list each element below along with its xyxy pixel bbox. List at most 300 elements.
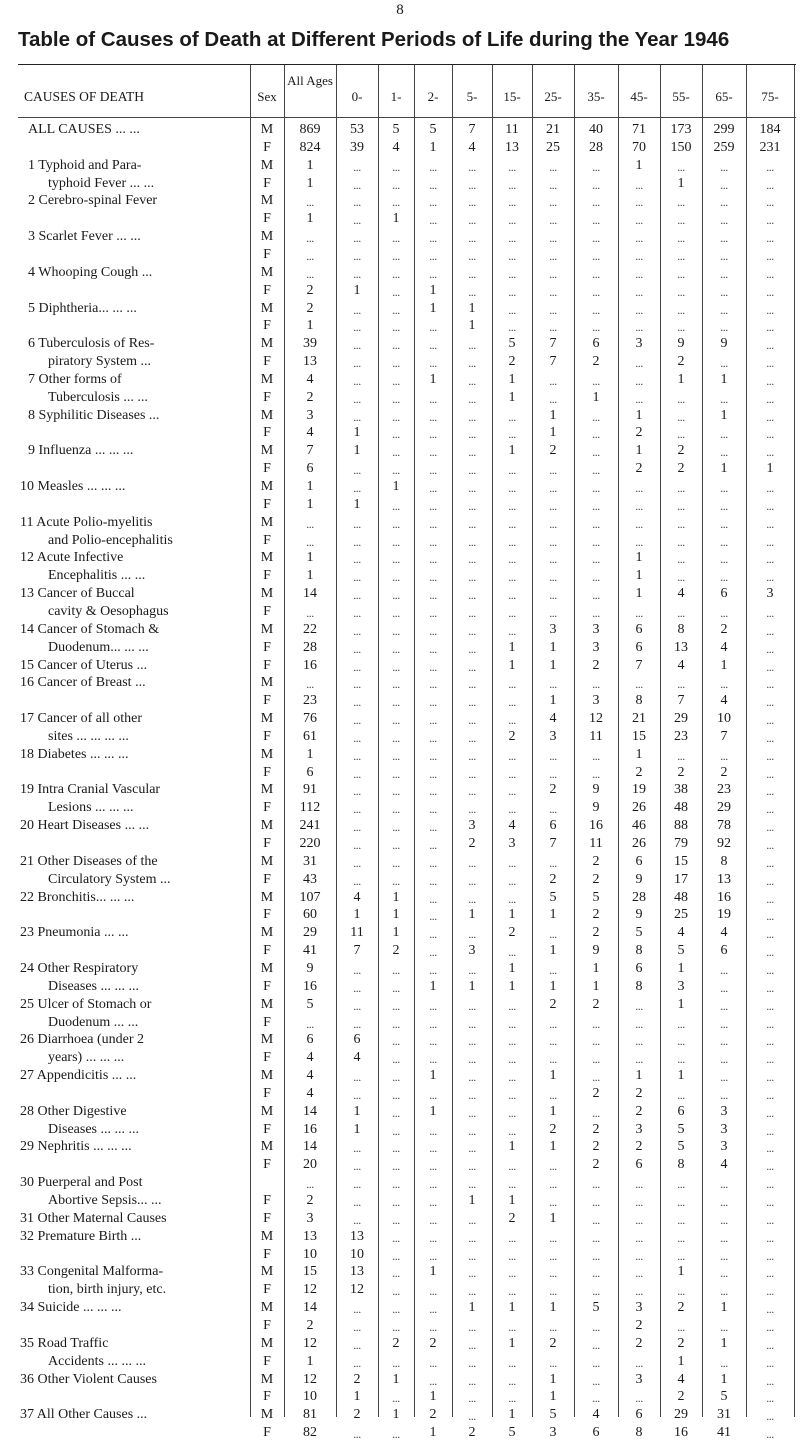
- empty-cell: ...: [592, 570, 600, 585]
- empty-cell: ...: [677, 1230, 685, 1245]
- count-cell: 1: [508, 978, 516, 994]
- count-cell: 13: [303, 1228, 317, 1244]
- count-cell: 8: [635, 978, 643, 994]
- empty-cell: ...: [635, 498, 643, 513]
- count-cell: 1: [306, 318, 314, 334]
- empty-cell: ...: [677, 1052, 685, 1067]
- count-cell: 2: [392, 1335, 400, 1351]
- count-cell: 2: [549, 443, 557, 459]
- empty-cell: ...: [766, 373, 774, 388]
- empty-cell: ...: [592, 248, 600, 263]
- empty-cell: ...: [429, 177, 437, 192]
- empty-cell: ...: [429, 891, 437, 906]
- empty-cell: ...: [392, 838, 400, 852]
- empty-cell: ...: [549, 1230, 557, 1245]
- empty-cell: ...: [468, 962, 476, 977]
- empty-cell: ...: [720, 481, 728, 495]
- empty-cell: ...: [766, 927, 774, 942]
- empty-cell: ...: [353, 1337, 361, 1352]
- count-cell: 2: [592, 907, 600, 923]
- empty-cell: ...: [392, 1087, 400, 1102]
- cause-label: Lesions ... ... ...: [48, 800, 134, 816]
- empty-cell: ...: [353, 1355, 361, 1370]
- empty-cell: ...: [392, 695, 400, 710]
- count-cell: 2: [677, 1389, 685, 1405]
- count-cell: 6: [635, 1157, 643, 1173]
- column-header: 0-: [351, 89, 363, 104]
- empty-cell: ...: [766, 641, 774, 656]
- empty-cell: ...: [392, 320, 400, 335]
- count-cell: 1: [549, 1389, 557, 1405]
- empty-cell: ...: [508, 320, 516, 335]
- count-cell: 3: [635, 1371, 643, 1387]
- empty-cell: ...: [429, 962, 437, 977]
- sex-cell: F: [263, 1050, 271, 1066]
- empty-cell: ...: [508, 1159, 516, 1174]
- empty-cell: ...: [508, 409, 516, 424]
- count-cell: 41: [717, 1425, 731, 1441]
- empty-cell: ...: [508, 195, 516, 210]
- empty-cell: ...: [635, 1177, 643, 1192]
- sex-cell: M: [260, 711, 274, 727]
- empty-cell: ...: [635, 1212, 643, 1227]
- count-cell: 21: [632, 711, 646, 727]
- count-cell: 7: [635, 657, 643, 673]
- count-cell: 5: [429, 122, 437, 137]
- sex-cell: M: [260, 996, 274, 1012]
- empty-cell: ...: [306, 266, 314, 281]
- empty-cell: ...: [468, 1266, 476, 1281]
- count-cell: 1: [508, 1407, 516, 1423]
- empty-cell: ...: [392, 1319, 400, 1334]
- count-cell: 1: [635, 568, 643, 584]
- empty-cell: ...: [468, 1409, 476, 1424]
- empty-cell: ...: [549, 213, 557, 228]
- empty-cell: ...: [592, 195, 600, 210]
- empty-cell: ...: [766, 1373, 774, 1388]
- empty-cell: ...: [549, 231, 557, 246]
- empty-cell: ...: [592, 498, 600, 513]
- empty-cell: ...: [549, 266, 557, 281]
- empty-cell: ...: [720, 498, 728, 513]
- empty-cell: ...: [720, 320, 728, 335]
- empty-cell: ...: [635, 266, 643, 281]
- count-cell: 1: [429, 978, 437, 994]
- count-cell: 91: [303, 782, 317, 798]
- count-cell: 5: [549, 1407, 557, 1423]
- empty-cell: ...: [429, 748, 437, 763]
- empty-cell: ...: [468, 1016, 476, 1031]
- count-cell: 12: [303, 1371, 317, 1387]
- empty-cell: ...: [468, 159, 476, 174]
- column-header: 5-: [466, 89, 478, 104]
- sex-cell: M: [260, 371, 274, 387]
- empty-cell: ...: [429, 855, 437, 870]
- empty-cell: ...: [677, 231, 685, 246]
- empty-cell: ...: [468, 1052, 476, 1067]
- cause-label: 22 Bronchitis... ... ...: [20, 889, 135, 905]
- sex-cell: M: [260, 586, 274, 602]
- cause-label: ALL CAUSES ... ...: [28, 122, 140, 137]
- count-cell: 5: [508, 1425, 516, 1441]
- empty-cell: ...: [766, 284, 774, 299]
- empty-cell: ...: [720, 213, 728, 228]
- empty-cell: ...: [353, 838, 361, 852]
- empty-cell: ...: [392, 855, 400, 870]
- sex-cell: F: [263, 1389, 271, 1405]
- empty-cell: ...: [429, 391, 437, 406]
- count-cell: 1: [392, 925, 400, 941]
- empty-cell: ...: [468, 391, 476, 406]
- count-cell: 26: [632, 836, 646, 851]
- empty-cell: ...: [677, 1177, 685, 1192]
- count-cell: 6: [592, 1425, 600, 1441]
- count-cell: 1: [508, 1300, 516, 1316]
- empty-cell: ...: [429, 1248, 437, 1263]
- empty-cell: ...: [508, 463, 516, 478]
- empty-cell: ...: [677, 481, 685, 495]
- cause-label: 9 Influenza ... ... ...: [28, 443, 134, 459]
- empty-cell: ...: [677, 320, 685, 335]
- count-cell: 1: [677, 1068, 685, 1084]
- sex-cell: M: [260, 1032, 274, 1048]
- empty-cell: ...: [549, 766, 557, 781]
- empty-cell: ...: [549, 855, 557, 870]
- count-cell: 10: [350, 1246, 364, 1262]
- empty-cell: ...: [720, 605, 728, 620]
- empty-cell: ...: [592, 516, 600, 531]
- empty-cell: ...: [677, 391, 685, 406]
- empty-cell: ...: [766, 695, 774, 710]
- count-cell: 14: [303, 1103, 317, 1119]
- empty-cell: ...: [392, 1302, 400, 1317]
- empty-cell: ...: [549, 748, 557, 763]
- count-cell: 3: [306, 1210, 314, 1226]
- count-cell: 1: [468, 1193, 476, 1208]
- count-cell: 3: [635, 1300, 643, 1316]
- empty-cell: ...: [508, 677, 516, 692]
- empty-cell: ...: [766, 1070, 774, 1085]
- count-cell: 7: [353, 943, 361, 959]
- empty-cell: ...: [549, 481, 557, 495]
- empty-cell: ...: [508, 1070, 516, 1085]
- count-cell: 16: [717, 889, 731, 905]
- cause-label: 13 Cancer of Buccal: [20, 586, 135, 602]
- count-cell: 2: [592, 853, 600, 869]
- count-cell: 5: [677, 1139, 685, 1155]
- empty-cell: ...: [508, 1391, 516, 1406]
- empty-cell: ...: [592, 1337, 600, 1352]
- sex-cell: M: [260, 122, 274, 137]
- empty-cell: ...: [429, 1373, 437, 1388]
- empty-cell: ...: [766, 1052, 774, 1067]
- count-cell: 3: [468, 818, 476, 834]
- empty-cell: ...: [468, 873, 476, 888]
- sex-cell: M: [260, 193, 274, 209]
- empty-cell: ...: [353, 1302, 361, 1317]
- empty-cell: ...: [468, 177, 476, 192]
- empty-cell: ...: [353, 338, 361, 353]
- empty-cell: ...: [468, 1177, 476, 1192]
- empty-cell: ...: [429, 1123, 437, 1138]
- empty-cell: ...: [766, 1284, 774, 1299]
- count-cell: 1: [353, 907, 361, 923]
- empty-cell: ...: [353, 855, 361, 870]
- count-cell: 92: [717, 836, 731, 851]
- count-cell: 3: [549, 621, 557, 637]
- empty-cell: ...: [429, 659, 437, 674]
- count-cell: 9: [592, 943, 600, 959]
- empty-cell: ...: [766, 802, 774, 817]
- empty-cell: ...: [392, 605, 400, 620]
- sex-cell: M: [260, 479, 274, 494]
- empty-cell: ...: [353, 1141, 361, 1156]
- count-cell: 14: [303, 1300, 317, 1316]
- count-cell: 1: [306, 550, 314, 566]
- empty-cell: ...: [549, 284, 557, 299]
- count-cell: 2: [677, 461, 685, 477]
- empty-cell: ...: [353, 1427, 361, 1441]
- count-cell: 79: [674, 836, 688, 851]
- empty-cell: ...: [429, 552, 437, 567]
- count-cell: 2: [677, 764, 685, 780]
- count-cell: 8: [677, 1157, 685, 1173]
- empty-cell: ...: [677, 1248, 685, 1263]
- count-cell: 4: [468, 139, 476, 155]
- count-cell: 9: [635, 871, 643, 887]
- count-cell: 23: [674, 728, 688, 744]
- cause-label: Tuberculosis ... ...: [48, 389, 148, 405]
- count-cell: 173: [670, 122, 692, 137]
- empty-cell: ...: [766, 1034, 774, 1049]
- empty-cell: ...: [392, 1052, 400, 1067]
- empty-cell: ...: [429, 1016, 437, 1031]
- count-cell: 11: [589, 836, 603, 851]
- cause-label: 36 Other Violent Causes: [20, 1371, 157, 1387]
- count-cell: 4: [677, 1371, 685, 1387]
- empty-cell: ...: [592, 213, 600, 228]
- empty-cell: ...: [306, 516, 314, 531]
- count-cell: 7: [468, 122, 476, 137]
- count-cell: 3: [766, 586, 774, 602]
- empty-cell: ...: [468, 659, 476, 674]
- empty-cell: ...: [677, 1087, 685, 1102]
- empty-cell: ...: [766, 1123, 774, 1138]
- count-cell: 2: [468, 836, 476, 851]
- count-cell: 1: [306, 746, 314, 762]
- count-cell: 13: [350, 1264, 364, 1280]
- sex-cell: M: [260, 407, 274, 423]
- sex-cell: M: [260, 264, 274, 280]
- count-cell: 6: [720, 943, 728, 959]
- count-cell: 2: [353, 1371, 361, 1387]
- count-cell: 1: [392, 907, 400, 923]
- empty-cell: ...: [766, 195, 774, 210]
- empty-cell: ...: [549, 570, 557, 585]
- empty-cell: ...: [549, 1052, 557, 1067]
- empty-cell: ...: [549, 962, 557, 977]
- empty-cell: ...: [353, 1177, 361, 1192]
- count-cell: 1: [353, 1121, 361, 1137]
- count-cell: 81: [303, 1407, 317, 1423]
- empty-cell: ...: [468, 463, 476, 478]
- count-cell: 39: [350, 139, 364, 155]
- empty-cell: ...: [766, 730, 774, 745]
- sex-cell: F: [263, 1085, 271, 1101]
- empty-cell: ...: [468, 998, 476, 1013]
- empty-cell: ...: [592, 1391, 600, 1406]
- count-cell: 1: [592, 978, 600, 994]
- empty-cell: ...: [392, 1230, 400, 1245]
- empty-cell: ...: [508, 1034, 516, 1049]
- count-cell: 5: [677, 943, 685, 959]
- empty-cell: ...: [720, 962, 728, 977]
- column-header: 45-: [630, 89, 648, 104]
- empty-cell: ...: [508, 784, 516, 799]
- count-cell: 3: [508, 836, 516, 851]
- empty-cell: ...: [468, 641, 476, 656]
- empty-cell: ...: [592, 677, 600, 692]
- empty-cell: ...: [766, 338, 774, 353]
- empty-cell: ...: [353, 320, 361, 335]
- cause-label: 18 Diabetes ... ... ...: [20, 746, 129, 762]
- empty-cell: ...: [353, 1159, 361, 1174]
- count-cell: 1: [508, 389, 516, 405]
- empty-cell: ...: [549, 1195, 557, 1209]
- sex-cell: F: [263, 871, 271, 887]
- cause-label: 33 Congenital Malforma-: [20, 1264, 164, 1280]
- empty-cell: ...: [592, 1355, 600, 1370]
- sex-cell: F: [263, 532, 271, 548]
- empty-cell: ...: [766, 1355, 774, 1370]
- empty-cell: ...: [468, 1230, 476, 1245]
- empty-cell: ...: [429, 338, 437, 353]
- count-cell: 107: [299, 889, 321, 905]
- empty-cell: ...: [429, 1230, 437, 1245]
- empty-cell: ...: [677, 302, 685, 317]
- count-cell: 29: [674, 711, 688, 727]
- count-cell: 1: [429, 1068, 437, 1084]
- empty-cell: ...: [592, 1016, 600, 1031]
- empty-cell: ...: [508, 1248, 516, 1263]
- cause-label: 30 Puerperal and Post: [20, 1175, 143, 1191]
- empty-cell: ...: [392, 552, 400, 567]
- count-cell: 41: [303, 943, 317, 959]
- count-cell: 31: [303, 853, 317, 869]
- count-cell: 824: [299, 139, 321, 155]
- empty-cell: ...: [720, 231, 728, 246]
- empty-cell: ...: [677, 195, 685, 210]
- empty-cell: ...: [429, 873, 437, 888]
- empty-cell: ...: [508, 284, 516, 299]
- empty-cell: ...: [592, 159, 600, 174]
- count-cell: 1: [306, 1353, 314, 1369]
- empty-cell: ...: [306, 248, 314, 263]
- empty-cell: ...: [392, 1248, 400, 1263]
- empty-cell: ...: [353, 802, 361, 817]
- count-cell: 2: [635, 764, 643, 780]
- empty-cell: ...: [353, 766, 361, 781]
- count-cell: 259: [713, 139, 735, 155]
- column-header: 55-: [672, 89, 690, 104]
- count-cell: 4: [353, 1050, 361, 1066]
- count-cell: 1: [635, 407, 643, 423]
- cause-label: Diseases ... ... ...: [48, 978, 139, 994]
- count-cell: 1: [306, 211, 314, 227]
- count-cell: 8: [677, 621, 685, 637]
- sex-cell: M: [260, 1068, 274, 1084]
- count-cell: 1: [468, 318, 476, 334]
- empty-cell: ...: [766, 1302, 774, 1317]
- count-cell: 7: [677, 693, 685, 709]
- empty-cell: ...: [468, 1391, 476, 1406]
- empty-cell: ...: [392, 284, 400, 299]
- empty-cell: ...: [720, 748, 728, 763]
- empty-cell: ...: [306, 534, 314, 549]
- empty-cell: ...: [468, 927, 476, 942]
- empty-cell: ...: [677, 213, 685, 228]
- empty-cell: ...: [766, 498, 774, 513]
- empty-cell: ...: [766, 1337, 774, 1352]
- empty-cell: ...: [720, 1195, 728, 1209]
- count-cell: 1: [508, 443, 516, 459]
- sex-cell: M: [260, 443, 274, 459]
- empty-cell: ...: [392, 1212, 400, 1227]
- count-cell: 4: [306, 1068, 314, 1084]
- empty-cell: ...: [429, 695, 437, 710]
- empty-cell: ...: [429, 1159, 437, 1174]
- cause-label: Duodenum ... ...: [48, 1014, 139, 1030]
- empty-cell: ...: [766, 409, 774, 424]
- empty-cell: ...: [429, 1195, 437, 1209]
- empty-cell: ...: [392, 962, 400, 977]
- count-cell: 9: [677, 336, 685, 352]
- empty-cell: ...: [766, 534, 774, 549]
- empty-cell: ...: [720, 159, 728, 174]
- count-cell: 15: [674, 853, 688, 869]
- empty-cell: ...: [766, 1087, 774, 1102]
- count-cell: 6: [306, 1032, 314, 1048]
- sex-cell: M: [260, 1139, 274, 1155]
- empty-cell: ...: [353, 1070, 361, 1085]
- count-cell: 4: [720, 1157, 728, 1173]
- count-cell: 48: [674, 800, 688, 816]
- count-cell: 1: [677, 1264, 685, 1280]
- empty-cell: ...: [766, 1319, 774, 1334]
- empty-cell: ...: [392, 641, 400, 656]
- empty-cell: ...: [592, 284, 600, 299]
- empty-cell: ...: [468, 891, 476, 906]
- empty-cell: ...: [468, 855, 476, 870]
- empty-cell: ...: [429, 1034, 437, 1049]
- count-cell: 78: [717, 818, 731, 834]
- cause-label: 7 Other forms of: [28, 371, 122, 387]
- empty-cell: ...: [468, 605, 476, 620]
- column-header: 2-: [427, 89, 439, 104]
- count-cell: 9: [592, 782, 600, 798]
- count-cell: 2: [677, 443, 685, 459]
- empty-cell: ...: [766, 1177, 774, 1192]
- sex-cell: F: [263, 907, 271, 923]
- count-cell: 1: [677, 371, 685, 387]
- empty-cell: ...: [429, 159, 437, 174]
- count-cell: 869: [299, 122, 321, 137]
- empty-cell: ...: [766, 570, 774, 585]
- empty-cell: ...: [766, 980, 774, 995]
- cause-label: 19 Intra Cranial Vascular: [20, 782, 161, 798]
- empty-cell: ...: [508, 248, 516, 263]
- sex-cell: F: [263, 603, 271, 619]
